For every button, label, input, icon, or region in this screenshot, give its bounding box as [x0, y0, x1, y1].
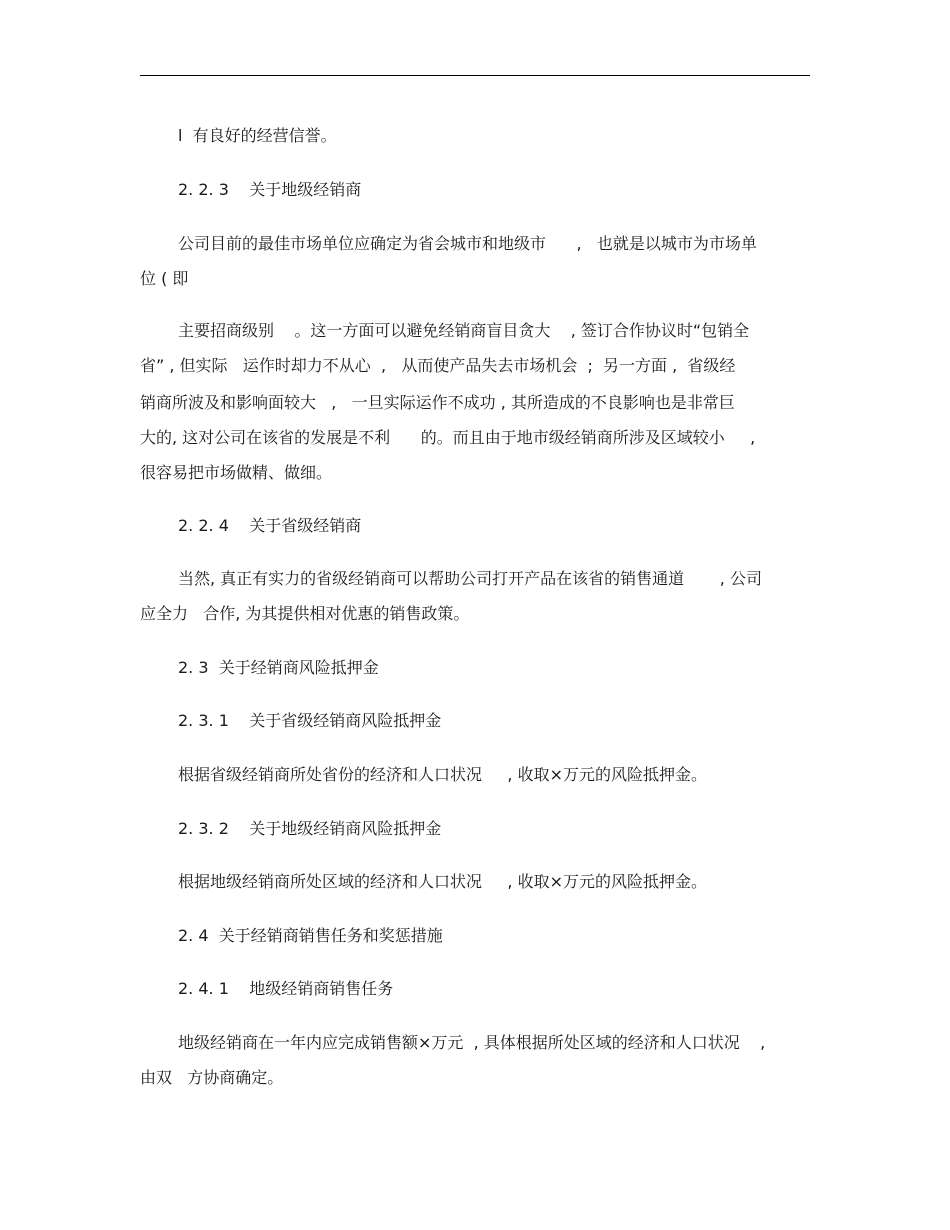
paragraph-line: 根据省级经销商所处省份的经济和人口状况 , 收取×万元的风险抵押金。 [178, 765, 708, 784]
heading-2-3: 2. 3 关于经销商风险抵押金 [178, 658, 379, 677]
heading-2-2-4: 2. 2. 4 关于省级经销商 [178, 516, 362, 535]
heading-2-4-1: 2. 4. 1 地级经销商销售任务 [178, 979, 394, 998]
bullet-item-reputation: l 有良好的经营信誉。 [178, 126, 337, 145]
paragraph-line: 由双 方协商确定。 [140, 1068, 284, 1087]
paragraph-line: 主要招商级别 。这一方面可以避免经销商盲目贪大 , 签订合作协议时“包销全 [178, 321, 750, 340]
paragraph-line: 位 ( 即 [140, 269, 189, 288]
paragraph-line: 应全力 合作, 为其提供相对优惠的销售政策。 [140, 604, 470, 623]
paragraph-line: 很容易把市场做精、做细。 [140, 463, 333, 482]
paragraph-line: 大的, 这对公司在该省的发展是不利 的。而且由于地市级经销商所涉及区域较小 , [140, 428, 756, 447]
heading-2-3-1: 2. 3. 1 关于省级经销商风险抵押金 [178, 711, 442, 730]
paragraph-line: 省” , 但实际 运作时却力不从心 , 从而使产品失去市场机会 ; 另一方面 , 省级经 [140, 356, 736, 375]
heading-2-2-3: 2. 2. 3 关于地级经销商 [178, 180, 362, 199]
heading-2-3-2: 2. 3. 2 关于地级经销商风险抵押金 [178, 819, 442, 838]
paragraph-line: 根据地级经销商所处区域的经济和人口状况 , 收取×万元的风险抵押金。 [178, 872, 708, 891]
header-rule [140, 75, 810, 76]
paragraph-line: 当然, 真正有实力的省级经销商可以帮助公司打开产品在该省的销售通道 , 公司 [178, 569, 762, 588]
heading-2-4: 2. 4 关于经销商销售任务和奖惩措施 [178, 926, 443, 945]
paragraph-line: 销商所波及和影响面较大 , 一旦实际运作不成功 , 其所造成的不良影响也是非常巨 [140, 393, 735, 412]
paragraph-line: 公司目前的最佳市场单位应确定为省会城市和地级市 , 也就是以城市为市场单 [178, 234, 757, 253]
paragraph-line: 地级经销商在一年内应完成销售额×万元 , 具体根据所处区域的经济和人口状况 , [178, 1033, 766, 1052]
